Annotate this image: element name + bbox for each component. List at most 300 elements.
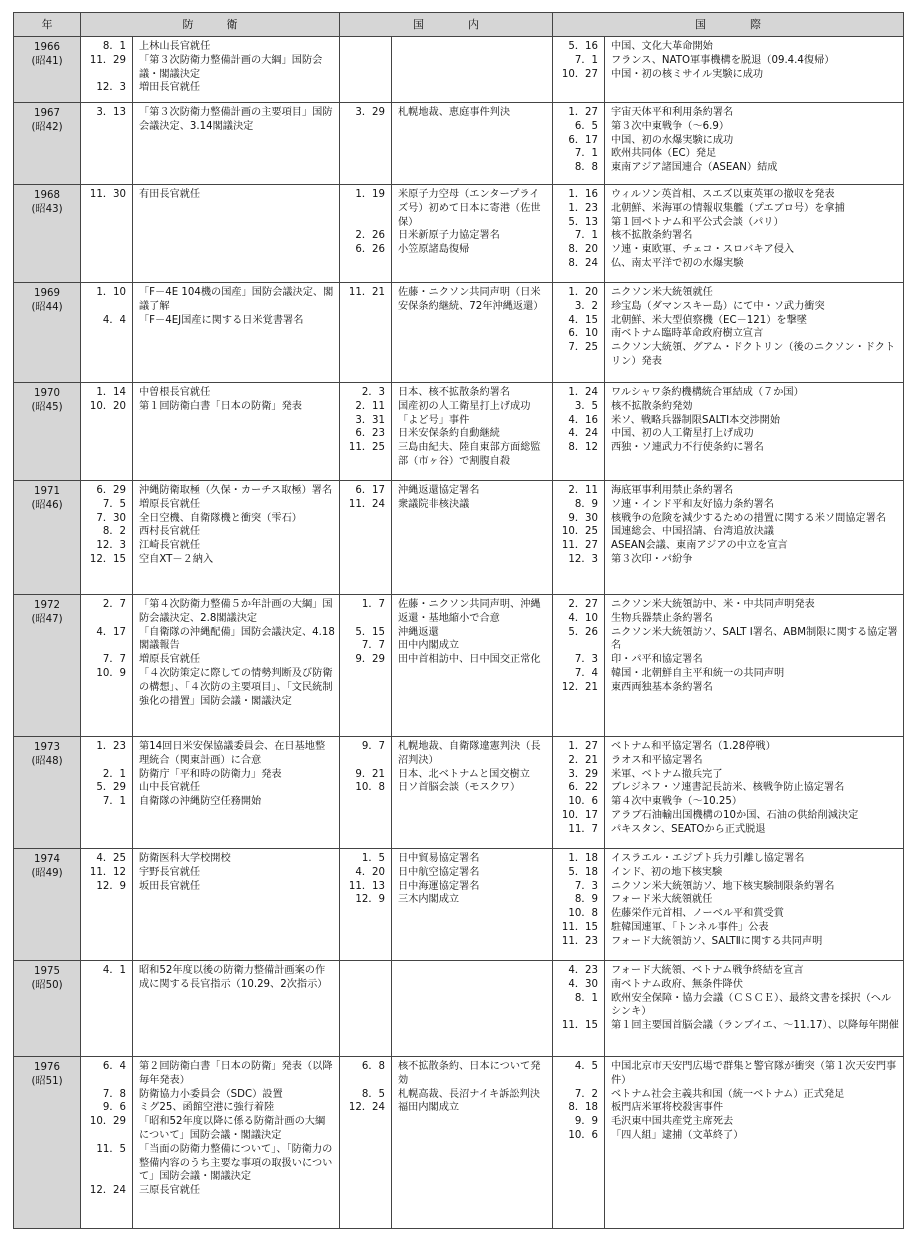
domestic-event (398, 740, 548, 768)
domestic-event-text: 田中内閣成立 (398, 640, 460, 652)
international-event-date: 7．3 (574, 880, 598, 892)
international-event-date: 8．9 (574, 894, 598, 906)
defense-event (139, 1143, 335, 1184)
international-event (611, 992, 899, 1020)
year-cell (14, 481, 81, 595)
defense-event-cell (133, 1057, 340, 1229)
defense-event-text: 上林山長官就任 (139, 41, 211, 52)
international-event (611, 216, 899, 230)
domestic-event (398, 386, 548, 400)
international-event (611, 880, 899, 894)
international-event (611, 243, 899, 257)
domestic-event-date: 9．29 (355, 654, 385, 666)
international-event-text: ウィルソン英首相、スエズ以東英軍の撤収を発表 (611, 189, 835, 200)
domestic-event-date: 5．15 (355, 626, 385, 638)
defense-event (139, 852, 335, 866)
defense-event-text: 中曽根長官就任 (139, 387, 211, 398)
era-label: (昭50) (31, 979, 63, 991)
defense-event-cell (133, 37, 340, 103)
international-event (611, 866, 899, 880)
international-event-date: 6．17 (568, 134, 598, 146)
defense-event-date: 4．4 (102, 314, 126, 326)
domestic-event (398, 229, 548, 243)
defense-event (139, 795, 335, 809)
defense-event (139, 880, 335, 894)
international-event-text: 南ベトナム政府、無条件降伏 (611, 978, 743, 990)
defense-event-date: 4．1 (102, 965, 126, 976)
international-event-text: ニクソン米大統領訪ソ、地下核実験制限条約署名 (611, 880, 835, 892)
international-event-date: 8．1 (574, 992, 598, 1004)
international-event-text: フランス、NATO軍事機構を脱退（09.4.4復帰） (611, 54, 835, 66)
international-event-date: 4．15 (568, 314, 598, 326)
domestic-event (398, 400, 548, 414)
domestic-date-cell (340, 595, 392, 737)
defense-event-text: 増原長官就任 (139, 498, 201, 510)
defense-event-date: 12．3 (96, 540, 126, 552)
international-event-cell (605, 103, 904, 185)
domestic-event-date: 12．24 (348, 1102, 385, 1114)
defense-date-cell (81, 1057, 133, 1229)
domestic-event-text: 日中貿易協定署名 (398, 853, 480, 864)
domestic-event (398, 893, 548, 907)
international-event-date: 3．29 (568, 768, 598, 780)
year-label: 1969 (34, 288, 60, 299)
defense-event-text: 西村長官就任 (139, 526, 201, 538)
international-date-cell (553, 1057, 605, 1229)
international-event (611, 823, 899, 837)
international-event-text: ニクソン大統領、グアム・ドクトリン（後のニクソン・ドクトリン）発表 (611, 342, 896, 367)
defense-event-text: 自衛隊の沖縄防空任務開始 (139, 796, 262, 808)
domestic-event-text: 沖縄返還 (398, 626, 439, 638)
international-event-text: 海底軍事利用禁止条約署名 (611, 485, 734, 496)
domestic-event (398, 484, 548, 498)
defense-event-date: 12．9 (96, 880, 126, 892)
table-row (14, 849, 904, 961)
international-date-cell (553, 595, 605, 737)
domestic-event (398, 852, 548, 866)
header-row (14, 13, 904, 37)
international-event-text: 中国・初の核ミサイル実験に成功 (611, 68, 764, 80)
international-event-date: 1．23 (568, 202, 598, 214)
international-event-text: フォード米大統領就任 (611, 894, 713, 906)
defense-event (139, 768, 335, 782)
international-event-cell (605, 961, 904, 1057)
defense-event (139, 40, 335, 54)
domestic-event-text: 衆議院非核決議 (398, 498, 470, 510)
international-event-text: 米軍、ベトナム撤兵完了 (611, 768, 723, 780)
international-date-cell (553, 849, 605, 961)
international-event-text: 佐藤栄作元首相、ノーベル平和賞受賞 (611, 908, 784, 920)
domestic-event-text: 福田内閣成立 (398, 1102, 460, 1114)
domestic-event-cell (392, 103, 553, 185)
international-event-text: ベトナム和平協定署名（1.28停戦） (611, 741, 776, 752)
international-event (611, 781, 899, 795)
international-date-cell (553, 961, 605, 1057)
international-event-date: 5．18 (568, 866, 598, 878)
international-event-date: 11．27 (561, 540, 598, 552)
year-cell (14, 1057, 81, 1229)
header-domestic: 国 内 (340, 13, 553, 37)
era-label: (昭41) (31, 55, 63, 67)
defense-event (139, 1060, 335, 1088)
international-event (611, 300, 899, 314)
era-label: (昭47) (31, 613, 63, 625)
defense-event-text: 増田長官就任 (139, 82, 201, 94)
international-event-text: 「四人組」逮捕（文革終了） (611, 1129, 744, 1141)
defense-event (139, 54, 335, 82)
domestic-event (398, 243, 548, 257)
international-event-date: 8．9 (574, 498, 598, 510)
international-event (611, 414, 899, 428)
defense-event-text: 第14回日米安保協議委員会、在日基地整理統合（関東計画）に合意 (139, 741, 326, 766)
international-event-date: 11．15 (561, 921, 598, 933)
international-event-text: 米ソ、戦略兵器制限SALTⅠ本交渉開始 (611, 414, 781, 426)
international-event-text: インド、初の地下核実験 (611, 866, 723, 878)
domestic-event-cell (392, 961, 553, 1057)
table-row (14, 481, 904, 595)
international-event-date: 12．3 (568, 553, 598, 565)
international-event (611, 400, 899, 414)
international-event-date: 10．8 (568, 908, 598, 920)
defense-event-date: 7．1 (102, 796, 126, 808)
domestic-event (398, 498, 548, 512)
domestic-event-text: 日ソ首脳会談（モスクワ） (398, 782, 521, 794)
domestic-event-date: 1．7 (361, 599, 385, 610)
domestic-event-cell (392, 185, 553, 283)
international-event-date: 8．24 (568, 257, 598, 269)
table-row (14, 283, 904, 383)
era-label: (昭44) (31, 301, 63, 313)
defense-event-text: 三原長官就任 (139, 1185, 201, 1197)
year-cell (14, 595, 81, 737)
international-event-text: パキスタン、SEATOから正式脱退 (611, 823, 766, 835)
year-label: 1971 (34, 486, 60, 497)
defense-event-date: 1．23 (96, 741, 126, 752)
international-date-cell (553, 37, 605, 103)
international-event-date: 7．4 (574, 667, 598, 679)
defense-event-date: 9．6 (102, 1102, 126, 1114)
international-event-date: 7．1 (574, 230, 598, 242)
international-event (611, 539, 899, 553)
international-event-date: 8．8 (574, 162, 598, 174)
international-event (611, 512, 899, 526)
international-event-text: ソ連・東欧軍、チェコ・スロバキア侵入 (611, 244, 795, 256)
table-row (14, 961, 904, 1057)
domestic-event-text: 小笠原諸島復帰 (398, 244, 470, 256)
international-event-date: 10．6 (568, 1129, 598, 1141)
international-event-cell (605, 37, 904, 103)
defense-event-text: 「当面の防衛力整備について」、「防衛力の整備内容のうち主要な事項の取扱いについて」国防会議・閣議決定 (139, 1143, 333, 1183)
defense-event-date: 8．1 (102, 41, 126, 52)
international-event-text: 印・パ平和協定署名 (611, 654, 703, 666)
international-date-cell (553, 737, 605, 849)
year-label: 1968 (34, 190, 60, 201)
international-event (611, 921, 899, 935)
header-year: 年 (14, 13, 81, 37)
international-event (611, 229, 899, 243)
domestic-event-date: 11．21 (348, 287, 385, 298)
domestic-date-cell (340, 961, 392, 1057)
domestic-event-text: 米原子力空母（エンタープライズ号）初めて日本に寄港（佐世保） (398, 189, 541, 228)
international-event-text: 北朝鮮、米海軍の情報収集艦（プエブロ号）を拿捕 (611, 202, 845, 214)
international-event (611, 1115, 899, 1129)
international-event-date: 10．6 (568, 796, 598, 808)
year-cell (14, 737, 81, 849)
domestic-event-date: 9．21 (355, 768, 385, 780)
defense-event-date: 8．2 (102, 526, 126, 538)
domestic-event (398, 188, 548, 229)
international-event (611, 257, 899, 271)
table-row (14, 595, 904, 737)
domestic-event-text: 核不拡散条約、日本について発効 (398, 1061, 541, 1086)
domestic-event-date: 9．7 (361, 741, 385, 752)
domestic-event (398, 653, 548, 667)
defense-date-cell (81, 103, 133, 185)
defense-event-date: 10．9 (96, 667, 126, 679)
era-label: (昭48) (31, 755, 63, 767)
international-event-date: 4．23 (568, 965, 598, 976)
defense-event-date: 7．7 (102, 654, 126, 666)
international-event (611, 68, 899, 82)
domestic-event-date: 2．26 (355, 230, 385, 242)
defense-event-text: 「自衛隊の沖縄配備」国防会議決定、4.18閣議報告 (139, 626, 335, 652)
international-event-date: 11．7 (568, 823, 598, 835)
defense-event-date: 7．30 (96, 512, 126, 524)
domestic-event-date: 7．7 (361, 640, 385, 652)
defense-event-date: 1．10 (96, 287, 126, 298)
domestic-event (398, 866, 548, 880)
international-event-text: イスラエル・エジプト兵力引離し協定署名 (611, 853, 805, 864)
international-event-text: ベトナム社会主義共和国（統一ベトナム）正式発足 (611, 1088, 845, 1100)
domestic-event (398, 286, 548, 314)
defense-event-date: 3．13 (96, 107, 126, 118)
defense-event (139, 553, 335, 567)
defense-event-date: 7．5 (102, 498, 126, 510)
defense-event-cell (133, 283, 340, 383)
domestic-event-text: 三木内閣成立 (398, 894, 460, 906)
domestic-event (398, 880, 548, 894)
defense-event-text: 「第３次防衛力整備計画の主要項目」国防会議決定、3.14閣議決定 (139, 107, 333, 132)
international-event (611, 740, 899, 754)
era-label: (昭45) (31, 401, 63, 413)
defense-event (139, 81, 335, 95)
international-event-text: ニクソン米大統領訪中、米・中共同声明発表 (611, 599, 815, 610)
defense-event-text: 空自XT－２納入 (139, 553, 214, 565)
table-row (14, 737, 904, 849)
international-event (611, 386, 899, 400)
domestic-event (398, 414, 548, 428)
domestic-event-text: 日本、北ベトナムと国交樹立 (398, 768, 530, 780)
international-event-date: 10．17 (561, 809, 598, 821)
international-event-date: 5．26 (568, 626, 598, 638)
international-event (611, 441, 899, 455)
defense-event (139, 539, 335, 553)
international-event-date: 9．30 (568, 512, 598, 524)
international-event-text: 欧州安全保障・協力会議（ＣＳＣＥ）、最終文書を採択（ヘルシンキ） (611, 992, 892, 1018)
international-event-date: 3．2 (574, 300, 598, 312)
defense-event (139, 188, 335, 202)
defense-event (139, 314, 335, 328)
international-event-date: 8．18 (568, 1102, 598, 1114)
year-cell (14, 383, 81, 481)
international-event (611, 852, 899, 866)
domestic-event-date: 2．11 (355, 400, 385, 412)
international-event-text: 中国、文化大革命開始 (611, 41, 713, 52)
defense-event-text: 防衛庁「平和時の防衛力」発表 (139, 768, 282, 780)
table-row (14, 185, 904, 283)
international-event (611, 907, 899, 921)
defense-event-text: 「F－4E 104機の国産」国防会議決定、閣議了解 (139, 287, 334, 312)
international-event-date: 6．5 (574, 120, 598, 132)
defense-event-text: 第２回防衛白書「日本の防衛」発表（以降毎年発表） (139, 1061, 333, 1086)
domestic-event (398, 1101, 548, 1115)
international-event-date: 2．27 (568, 599, 598, 610)
international-event (611, 327, 899, 341)
international-event (611, 795, 899, 809)
defense-event-text: 「昭和52年度以降に係る防衛計画の大綱について」国防会議・閣議決定 (139, 1116, 326, 1141)
international-event-date: 7．1 (574, 54, 598, 66)
international-event-text: 国連総会、中国招請、台湾追放決議 (611, 526, 774, 538)
defense-event-date: 11．29 (89, 54, 126, 66)
defense-event-date: 5．29 (96, 782, 126, 794)
defense-event (139, 1101, 335, 1115)
international-event (611, 161, 899, 175)
defense-event (139, 106, 335, 134)
domestic-event (398, 441, 548, 469)
international-event (611, 1129, 899, 1143)
defense-event-text: 「４次防策定に際しての情勢判断及び防衛の構想」、「４次防の主要項目」、「文民統制強化の措置」国防会議・閣議決定 (139, 667, 333, 707)
international-event-text: 第１回ベトナム和平公式会談（パリ） (611, 216, 784, 228)
domestic-event-text: 沖縄返還協定署名 (398, 485, 480, 496)
international-event (611, 1019, 899, 1033)
international-event-text: ニクソン米大統領訪ソ、SALT Ⅰ署名、ABM制限に関する協定署名 (611, 626, 898, 652)
defense-event (139, 484, 335, 498)
domestic-event-date: 3．29 (355, 107, 385, 118)
defense-date-cell (81, 383, 133, 481)
domestic-event-date: 4．20 (355, 866, 385, 878)
domestic-event-date: 3．31 (355, 414, 385, 426)
international-event-text: 韓国・北朝鮮自主平和統一の共同声明 (611, 667, 785, 679)
defense-event (139, 525, 335, 539)
defense-event-text: 有田長官就任 (139, 189, 201, 200)
international-event-date: 8．20 (568, 244, 598, 256)
domestic-event-date: 6．17 (355, 485, 385, 496)
year-cell (14, 849, 81, 961)
international-event (611, 809, 899, 823)
international-event (611, 498, 899, 512)
year-cell (14, 283, 81, 383)
header-defense: 防 衛 (81, 13, 340, 37)
defense-event-date: 12．24 (89, 1185, 126, 1197)
defense-event-text: 増原長官就任 (139, 654, 201, 666)
international-event-date: 7．25 (568, 342, 598, 354)
defense-event-date: 11．30 (89, 189, 126, 200)
chronology-table (13, 12, 904, 1229)
international-event-date: 8．12 (568, 442, 598, 454)
international-event-cell (605, 595, 904, 737)
table-row (14, 103, 904, 185)
domestic-event (398, 781, 548, 795)
defense-event-cell (133, 481, 340, 595)
international-event-cell (605, 383, 904, 481)
international-event-text: 中国、初の人工衛星打上げ成功 (611, 428, 754, 440)
international-event-text: 第３次印・パ紛争 (611, 553, 693, 565)
international-event (611, 964, 899, 978)
domestic-event (398, 626, 548, 640)
international-event-date: 6．10 (568, 328, 598, 340)
domestic-date-cell (340, 481, 392, 595)
international-event (611, 40, 899, 54)
international-event-text: 仏、南太平洋で初の水爆実験 (611, 257, 744, 269)
international-event (611, 202, 899, 216)
defense-event (139, 498, 335, 512)
defense-event (139, 667, 335, 708)
international-event (611, 120, 899, 134)
domestic-date-cell (340, 283, 392, 383)
defense-event-cell (133, 849, 340, 961)
defense-event-text: 坂田長官就任 (139, 880, 201, 892)
domestic-event-date: 1．5 (361, 853, 385, 864)
international-event (611, 754, 899, 768)
international-event-date: 3．5 (574, 400, 598, 412)
international-event-text: 中国、初の水爆実験に成功 (611, 134, 734, 146)
international-event-date: 6．22 (568, 782, 598, 794)
international-event-text: 駐韓国連軍、「トンネル事件」公表 (611, 921, 769, 933)
international-event-date: 5．13 (568, 216, 598, 228)
defense-event-cell (133, 383, 340, 481)
domestic-event (398, 639, 548, 653)
international-event (611, 134, 899, 148)
defense-event (139, 400, 335, 414)
international-event-text: ワルシャワ条約機構統合軍結成（７か国） (611, 387, 804, 398)
international-event-date: 4．10 (568, 612, 598, 624)
domestic-event-cell (392, 737, 553, 849)
international-event-date: 4．30 (568, 978, 598, 990)
defense-event-cell (133, 595, 340, 737)
international-event-text: 第３次中東戦争（～6.9） (611, 120, 730, 132)
international-event-date: 1．16 (568, 189, 598, 200)
domestic-date-cell (340, 737, 392, 849)
year-label: 1974 (34, 854, 60, 865)
defense-event (139, 286, 335, 314)
defense-date-cell (81, 185, 133, 283)
international-event-date: 1．24 (568, 387, 598, 398)
defense-event (139, 626, 335, 654)
international-event-cell (605, 737, 904, 849)
domestic-event-cell (392, 849, 553, 961)
international-event-text: 第１回主要国首脳会議（ランブイエ、～11.17）、以降毎年開催 (611, 1020, 899, 1032)
international-event-text: 西独・ソ連武力不行使条約に署名 (611, 442, 764, 454)
international-event-text: 中国北京市天安門広場で群集と警官隊が衝突（第１次天安門事件） (611, 1061, 897, 1086)
domestic-event-cell (392, 283, 553, 383)
international-event-text: ラオス和平協定署名 (611, 754, 703, 766)
year-cell (14, 185, 81, 283)
international-event-date: 2．21 (568, 754, 598, 766)
defense-event (139, 1115, 335, 1143)
international-event-date: 4．24 (568, 428, 598, 440)
domestic-event-date: 6．8 (361, 1061, 385, 1072)
international-event (611, 1060, 899, 1088)
defense-event-date: 6．29 (96, 485, 126, 496)
era-label: (昭46) (31, 499, 63, 511)
defense-event (139, 740, 335, 768)
domestic-event (398, 768, 548, 782)
era-label: (昭42) (31, 121, 63, 133)
international-event-date: 1．27 (568, 107, 598, 118)
domestic-event-date: 6．26 (355, 244, 385, 256)
defense-date-cell (81, 849, 133, 961)
year-label: 1966 (34, 42, 60, 53)
